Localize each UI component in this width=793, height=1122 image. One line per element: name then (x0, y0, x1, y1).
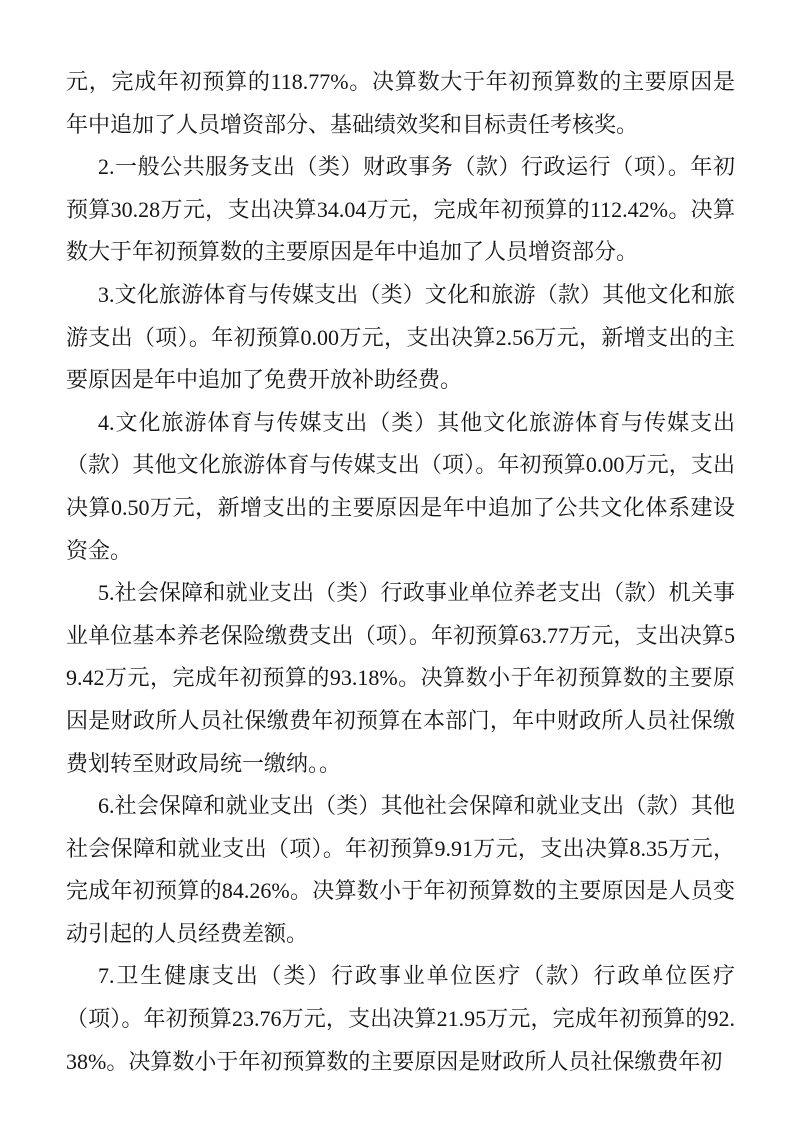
paragraph: 3.文化旅游体育与传媒支出（类）文化和旅游（款）其他文化和旅游支出（项）。年初预算0.00万元，支出决算2.56万元，新增支出的主要原因是年中追加了免费开放补助经费。 (66, 281, 735, 393)
paragraph: 7.卫生健康支出（类）行政事业单位医疗（款）行政单位医疗（项）。年初预算23.76万元，支出决算21.95万元，完成年初预算的92.38%。决算数小于年初预算数的主要原因是财政所人员社保缴费年初 (66, 963, 735, 1074)
paragraph: 5.社会保障和就业支出（类）行政事业单位养老支出（款）机关事业单位基本养老保险缴费支出（项）。年初预算63.77万元，支出决算59.42万元，完成年初预算的93.18%。决算数小于年初预算数的主要原因是财政所人员社保缴费年初预算在本部门，年中财政所人员社保缴费划转至财政局统一缴纳。。 (66, 580, 735, 776)
paragraph: 2.一般公共服务支出（类）财政事务（款）行政运行（项）。年初预算30.28万元，支出决算34.04万元，完成年初预算的112.42%。决算数大于年初预算数的主要原因是年中追加了人员增资部分。 (66, 154, 735, 265)
document-body (66, 61, 735, 1083)
paragraph: 6.社会保障和就业支出（类）其他社会保障和就业支出（款）其他社会保障和就业支出（项）。年初预算9.91万元，支出决算8.35万元，完成年初预算的84.26%。决算数小于年初预算数的主要原因是人员变动引起的人员经费差额。 (66, 793, 735, 946)
paragraph: 元，完成年初预算的118.77%。决算数大于年初预算数的主要原因是年中追加了人员增资部分、基础绩效奖和目标责任考核奖。 (66, 69, 735, 137)
paragraph: 4.文化旅游体育与传媒支出（类）其他文化旅游体育与传媒支出（款）其他文化旅游体育与传媒支出（项）。年初预算0.00万元，支出决算0.50万元，新增支出的主要原因是年中追加了公共文化体系建设资金。 (66, 409, 735, 563)
